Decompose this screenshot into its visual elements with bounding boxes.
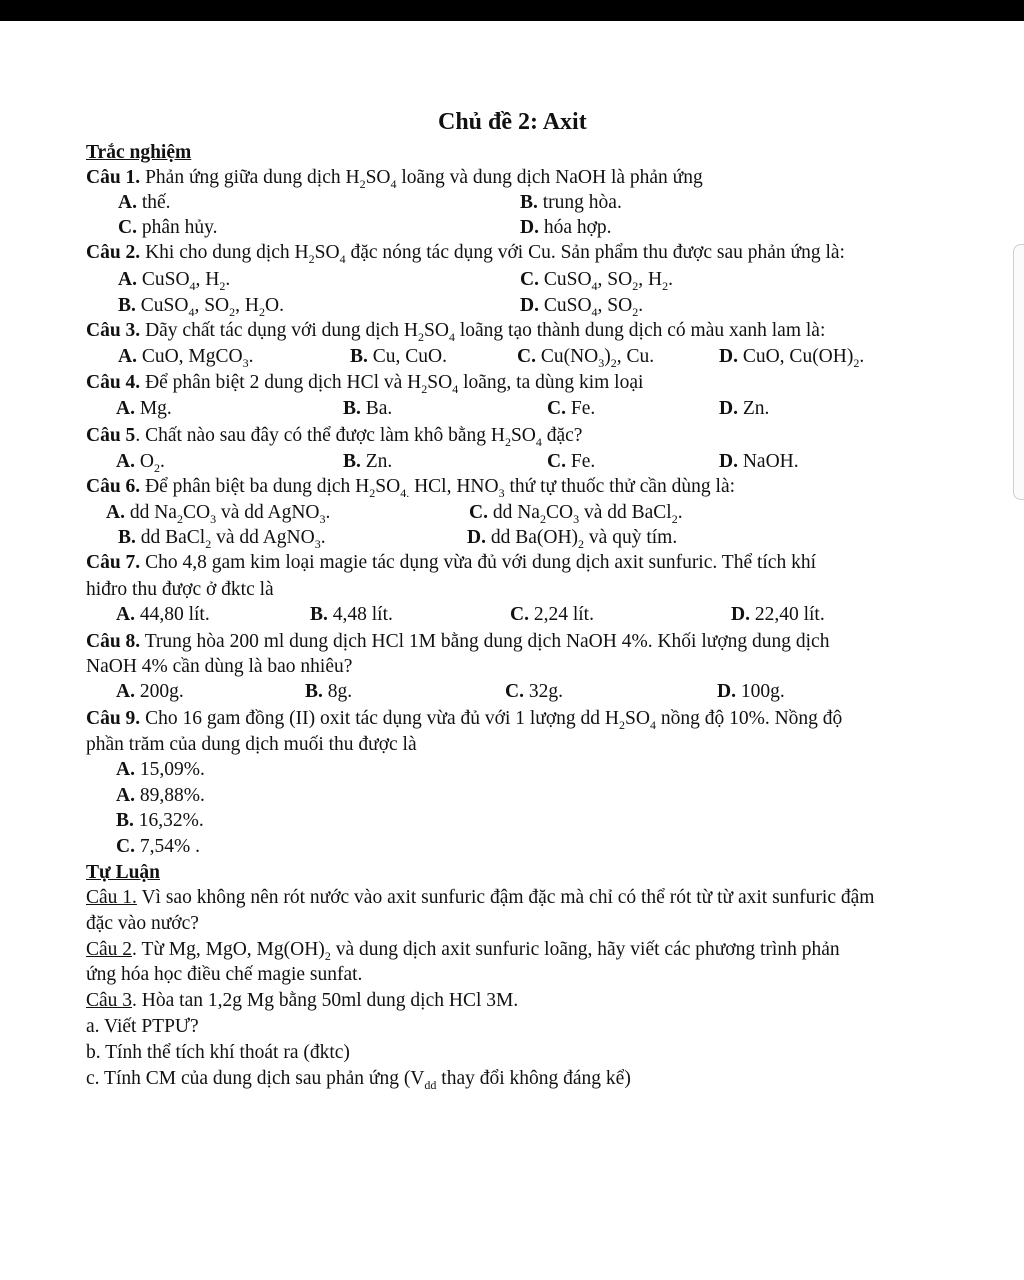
q9-option-3: B. 16,32%. <box>116 810 204 831</box>
essay-2-line-1: Câu 2. Từ Mg, MgO, $Mg(OH)_2$ và dung dịch axit sunfuric loãng, hãy viết các phương trình phản <box>86 939 840 963</box>
q1-option-c: C. phân hủy. <box>118 217 218 238</box>
q9-option-1: A. 15,09%. <box>116 759 205 780</box>
question-8-line-1: Câu 8. Trung hòa 200 ml dung dịch HCl 1M bằng dung dịch NaOH 4%. Khối lượng dung dịch <box>86 631 830 652</box>
essay-3-part-a: a. Viết PTPƯ? <box>86 1016 199 1037</box>
section-mcq-heading: Trắc nghiệm <box>86 142 192 163</box>
q9-option-4: C. 7,54% . <box>116 836 200 857</box>
q5-option-c: C. Fe. <box>547 451 596 472</box>
q7-option-c: C. 2,24 lít. <box>510 604 594 625</box>
q1-option-d: D. hóa hợp. <box>520 217 612 238</box>
essay-2-line-2: ứng hóa học điều chế magie sunfat. <box>86 964 363 985</box>
q6-option-a: A. dd $Na_2CO_3$ và dd AgNO$_3$. <box>106 502 331 526</box>
top-black-bar <box>0 0 1024 21</box>
q8-option-b: B. 8g. <box>305 681 353 702</box>
q2-option-c: C. CuSO$_4$, $SO_2$, $H_2$. <box>520 269 673 293</box>
q4-option-b: B. Ba. <box>343 398 393 419</box>
q2-option-b: B. CuSO$_4$, $SO_2$, $H_2O$. <box>118 295 284 319</box>
question-5: Câu 5. Chất nào sau đây có thể được làm khô bằng $H_2SO_4$ đặc? <box>86 425 583 449</box>
essay-3-line-1: Câu 3. Hòa tan 1,2g Mg bằng 50ml dung dịch HCl 3M. <box>86 990 519 1011</box>
q8-option-a: A. 200g. <box>116 681 184 702</box>
q6-option-c: C. dd $Na_2CO_3$ và dd BaCl$_2$. <box>469 502 683 526</box>
question-7-line-2: hiđro thu được ở đktc là <box>86 579 274 600</box>
q4-option-c: C. Fe. <box>547 398 596 419</box>
q6-option-b: B. dd BaCl$_2$ và dd AgNO$_3$. <box>118 527 326 551</box>
q7-option-a: A. 44,80 lít. <box>116 604 210 625</box>
q2-option-d: D. CuSO$_4$, $SO_2$. <box>520 295 644 319</box>
q3-option-b: B. Cu, CuO. <box>350 346 447 367</box>
question-3: Câu 3. Dãy chất tác dụng với dung dịch $H_2SO_4$ loãng tạo thành dung dịch có màu xanh lam là: <box>86 320 826 344</box>
q1-option-b: B. trung hòa. <box>520 192 622 213</box>
side-scroll-tab[interactable] <box>1013 244 1024 500</box>
q4-option-a: A. Mg. <box>116 398 172 419</box>
q7-option-b: B. 4,48 lít. <box>310 604 393 625</box>
q3-option-c: C. $Cu(NO_3)_2$, Cu. <box>517 346 655 370</box>
page-title: Chủ đề 2: Axit <box>438 109 587 135</box>
q1-option-a: A. thế. <box>118 192 171 213</box>
question-2: Câu 2. Khi cho dung dịch $H_2SO_4$ đặc nóng tác dụng với Cu. Sản phẩm thu được sau phản ứng là: <box>86 242 845 266</box>
q6-option-d: D. dd $Ba(OH)_2$ và quỳ tím. <box>467 527 678 551</box>
q5-option-d: D. NaOH. <box>719 451 799 472</box>
q3-option-a: A. CuO, MgCO$_3$. <box>118 346 254 370</box>
q3-option-d: D. CuO, $Cu(OH)_2$. <box>719 346 865 370</box>
essay-3-part-c: c. Tính CM của dung dịch sau phản ứng ($V_{dd}$ thay đổi không đáng kể) <box>86 1068 631 1092</box>
q5-option-a: A. $O_2$. <box>116 451 165 475</box>
q2-option-a: A. CuSO$_4$, $H_2$. <box>118 269 231 293</box>
question-1: Câu 1. Phản ứng giữa dung dịch $H_2SO_4$ loãng và dung dịch NaOH là phản ứng <box>86 167 703 191</box>
q7-option-d: D. 22,40 lít. <box>731 604 825 625</box>
q5-option-b: B. Zn. <box>343 451 393 472</box>
section-essay-heading: Tự Luận <box>86 862 161 883</box>
essay-1-line-1: Câu 1. Vì sao không nên rót nước vào axit sunfuric đậm đặc mà chỉ có thể rót từ từ axit sunfuric đậm <box>86 887 875 908</box>
question-9-line-1: Câu 9. Cho 16 gam đồng (II) oxit tác dụng vừa đủ với 1 lượng dd $H_2SO_4$ nồng độ 10%. Nồng độ <box>86 708 843 732</box>
q8-option-d: D. 100g. <box>717 681 785 702</box>
q8-option-c: C. 32g. <box>505 681 563 702</box>
question-9-line-2: phần trăm của dung dịch muối thu được là <box>86 734 417 755</box>
essay-1-line-2: đặc vào nước? <box>86 913 199 934</box>
essay-3-part-b: b. Tính thể tích khí thoát ra (đktc) <box>86 1042 350 1063</box>
question-8-line-2: NaOH 4% cần dùng là bao nhiêu? <box>86 656 353 677</box>
question-4: Câu 4. Để phân biệt 2 dung dịch HCl và $H_2SO_4$ loãng, ta dùng kim loại <box>86 372 644 396</box>
question-7-line-1: Câu 7. Cho 4,8 gam kim loại magie tác dụng vừa đủ với dung dịch axit sunfuric. Thể tích khí <box>86 552 817 573</box>
question-6: Câu 6. Để phân biệt ba dung dịch $H_2SO_{4.}$ HCl, $HNO_3$ thứ tự thuốc thử cần dùng là: <box>86 476 736 500</box>
q9-option-2: A. 89,88%. <box>116 785 205 806</box>
q4-option-d: D. Zn. <box>719 398 770 419</box>
